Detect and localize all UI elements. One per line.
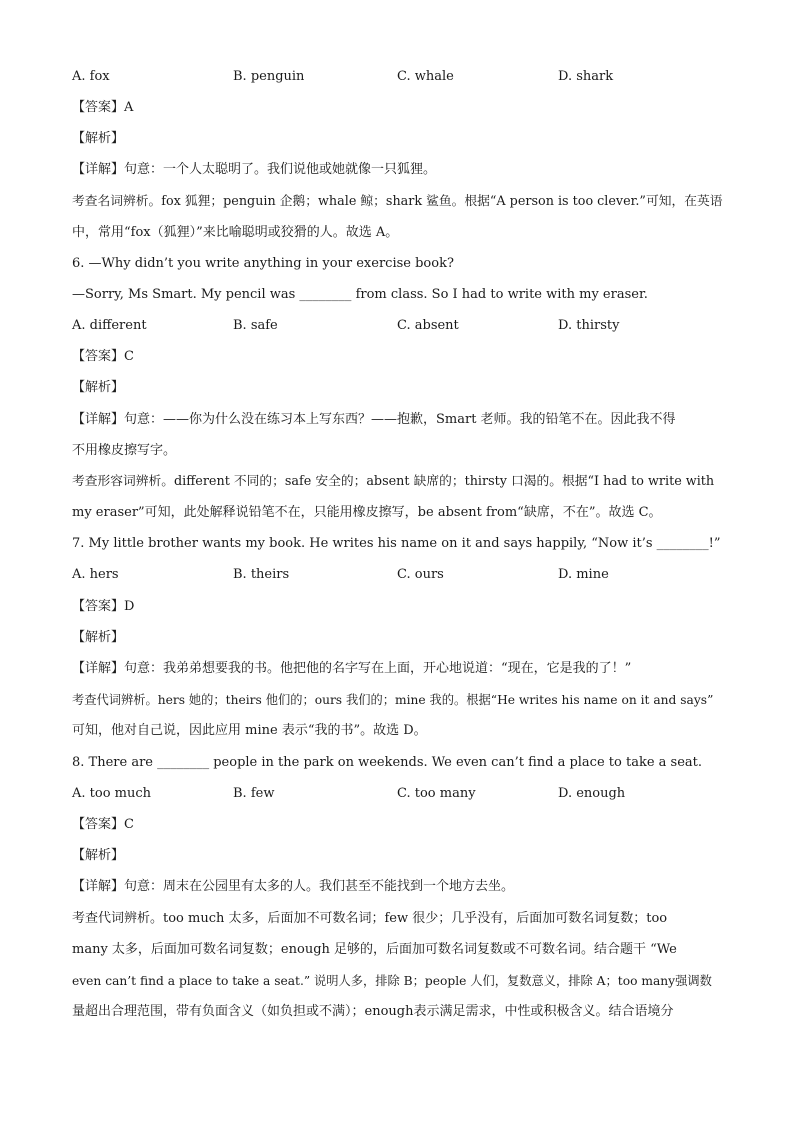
q5-explanation-line-1: 考查名词辨析。fox 狐狸；penguin 企鹅；whale 鲸；shark 鲨鱼。根据“A person is too clever.”可知，在英语	[72, 194, 723, 209]
q8-options	[72, 784, 722, 804]
option-b: B. penguin	[233, 69, 305, 84]
q6-options	[72, 316, 722, 336]
q5-answer: 【答案】A	[72, 100, 134, 115]
option-c: C. ours	[397, 567, 444, 582]
q6-detail-line-2: 不用橡皮擦写字。	[72, 443, 177, 458]
option-a: A. different	[72, 318, 147, 333]
q8-explanation-line-3: even can’t find a place to take a seat.” 说明人多，排除 B；people 人们，复数意义，排除 A；too many强调数	[72, 974, 712, 988]
option-d: D. shark	[558, 69, 614, 84]
q7-explanation-line-1: 考查代词辨析。hers 她的；theirs 他们的；ours 我们的；mine 我的。根据“He writes his name on it and says”	[72, 693, 714, 707]
q5-detail: 【详解】句意：一个人太聪明了。我们说他或她就像一只狐狸。	[72, 162, 437, 177]
option-b: B. safe	[233, 318, 278, 333]
option-a: A. hers	[72, 567, 119, 582]
option-b: B. few	[233, 786, 275, 801]
q6-answer: 【答案】C	[72, 349, 134, 364]
q7-detail: 【详解】句意：我弟弟想要我的书。他把他的名字写在上面，开心地说道：“现在，它是我的了！”	[72, 661, 632, 676]
q6-stem-line-2: —Sorry, Ms Smart. My pencil was ________ from class. So I had to write with my eraser.	[72, 287, 648, 302]
option-c: C. absent	[397, 318, 459, 333]
q6-analysis-heading: 【解析】	[72, 380, 125, 395]
q5-analysis-heading: 【解析】	[72, 131, 125, 146]
option-d: D. mine	[558, 567, 609, 582]
q7-stem: 7. My little brother wants my book. He writes his name on it and says happily, “Now it’s ________!”	[72, 536, 721, 551]
option-a: A. fox	[72, 69, 110, 84]
q8-analysis-heading: 【解析】	[72, 848, 125, 863]
q8-explanation-line-2: many 太多，后面加可数名词复数；enough 足够的，后面加可数名词复数或不可数名词。结合题干 “We	[72, 942, 677, 957]
q6-stem-line-1: 6. —Why didn’t you write anything in your exercise book?	[72, 256, 454, 271]
q8-detail: 【详解】句意：周末在公园里有太多的人。我们甚至不能找到一个地方去坐。	[72, 879, 515, 894]
q5-options	[72, 67, 722, 87]
q6-explanation-line-1: 考查形容词辨析。different 不同的；safe 安全的；absent 缺席的；thirsty 口渴的。根据“I had to write with	[72, 474, 715, 489]
option-c: C. too many	[397, 786, 476, 801]
option-b: B. theirs	[233, 567, 290, 582]
option-a: A. too much	[72, 786, 152, 801]
option-d: D. enough	[558, 786, 626, 801]
option-d: D. thirsty	[558, 318, 620, 333]
q7-analysis-heading: 【解析】	[72, 630, 125, 645]
q8-explanation-line-1: 考查代词辨析。too much 太多，后面加不可数名词；few 很少；几乎没有，后面加可数名词复数；too	[72, 911, 668, 926]
q6-detail-line-1: 【详解】句意：——你为什么没在练习本上写东西？——抱歉，Smart 老师。我的铅笔不在。因此我不得	[72, 412, 676, 427]
q7-explanation-line-2: 可知，他对自己说，因此应用 mine 表示“我的书”。故选 D。	[72, 723, 427, 738]
q6-explanation-line-2: my eraser”可知，此处解释说铅笔不在，只能用橡皮擦写，be absent from“缺席，不在”。故选 C。	[72, 505, 662, 520]
q8-stem: 8. There are ________ people in the park on weekends. We even can’t find a place to take a seat.	[72, 755, 702, 770]
q5-explanation-line-2: 中，常用“fox（狐狸）”来比喻聪明或狡猾的人。故选 A。	[72, 225, 399, 240]
q8-explanation-line-4: 量超出合理范围，带有负面含义（如负担或不满）；enough表示满足需求，中性或积极含义。结合语境分	[72, 1004, 674, 1019]
q7-options	[72, 565, 722, 585]
option-c: C. whale	[397, 69, 454, 84]
q7-answer: 【答案】D	[72, 599, 135, 614]
q8-answer: 【答案】C	[72, 817, 134, 832]
